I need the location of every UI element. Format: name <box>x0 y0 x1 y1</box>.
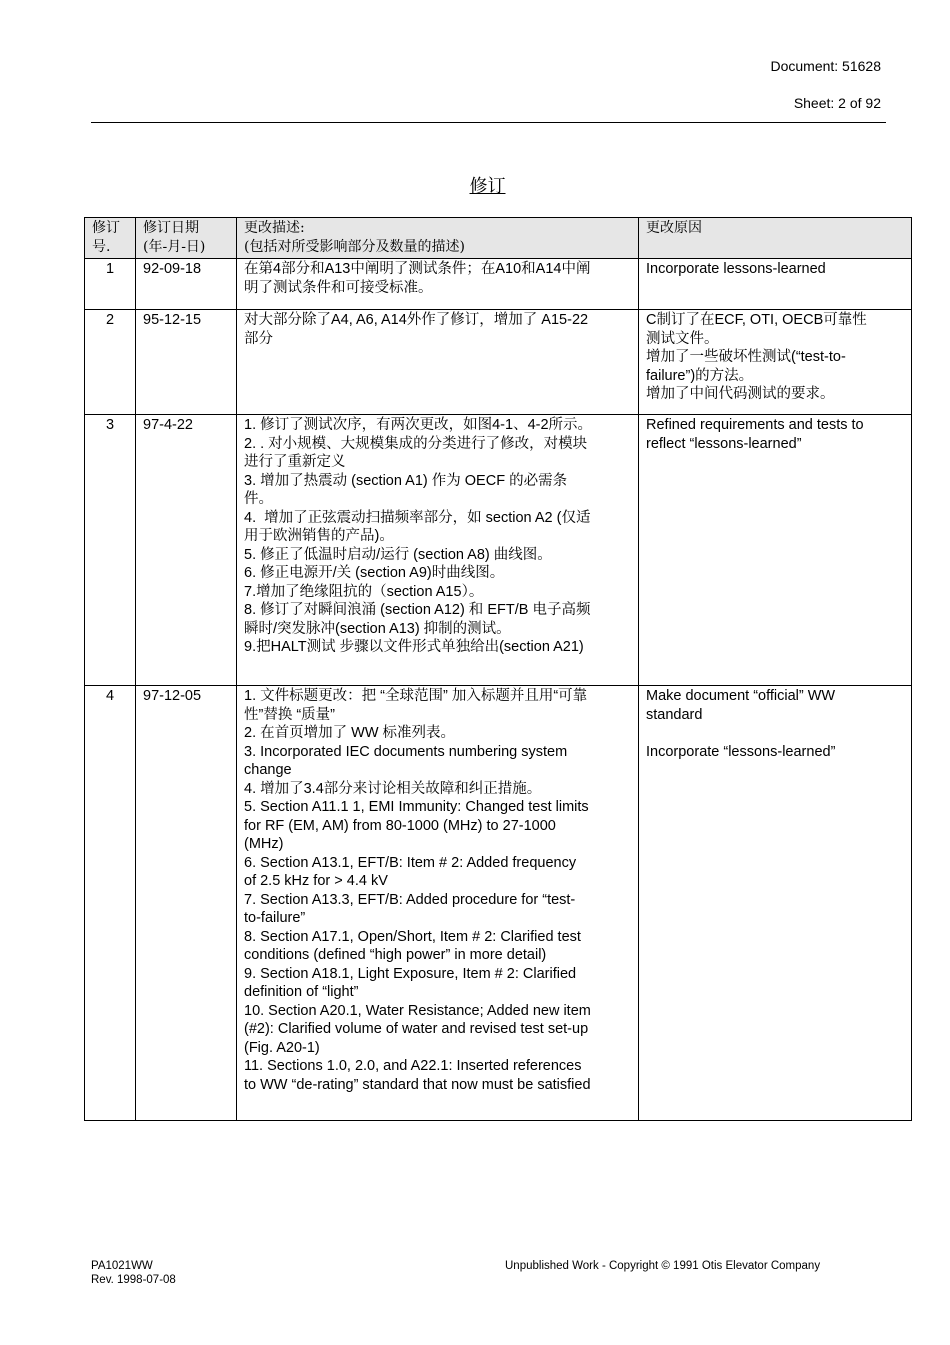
description-line: 5. 修正了低温时启动/运行 (section A8) 曲线图。 <box>244 546 552 563</box>
description-cell <box>237 310 639 415</box>
reason-line: reflect “lessons-learned” <box>646 435 802 452</box>
description-line: for RF (EM, AM) from 80-1000 (MHz) to 27-1000 <box>244 817 556 834</box>
reason-cell <box>639 415 912 686</box>
description-line: 4. 增加了正弦震动扫描频率部分，如 section A2 (仅适 <box>244 509 591 526</box>
description-line: 1. 文件标题更改：把 “全球范围” 加入标题并且用“可靠 <box>244 688 588 704</box>
table-row <box>85 686 912 1121</box>
description-line: 6. 修正电源开/关 (section A9)时曲线图。 <box>244 565 505 581</box>
header-description: 更改描述: (包括对所受影响部分及数量的描述) <box>237 218 639 259</box>
description-line: 在第4部分和A13中阐明了测试条件；在A10和A14中阐 <box>244 261 591 277</box>
reason-line: C制订了在ECF, OTI, OECB可靠性 <box>646 312 867 328</box>
footer-copyright: Unpublished Work - Copyright © 1991 Otis Elevator Company <box>505 1260 821 1272</box>
rev-number-cell: 3 <box>85 415 136 686</box>
sheet-number: Sheet: 2 of 92 <box>793 95 881 111</box>
reason-line: 测试文件。 <box>646 330 719 347</box>
description-line: 件。 <box>244 491 273 507</box>
table-row <box>85 415 912 686</box>
description-cell <box>237 686 639 1121</box>
header-reason: 更改原因 <box>639 218 912 259</box>
rev-date-cell: 95-12-15 <box>136 310 237 415</box>
reason-line: Incorporate lessons-learned <box>646 261 826 277</box>
table-body <box>85 259 912 1121</box>
description-line: 4. 增加了3.4部分来讨论相关故障和纠正措施。 <box>244 780 542 797</box>
description-line: 明了测试条件和可接受标准。 <box>244 279 433 296</box>
revision-table <box>84 217 912 1121</box>
description-line: 对大部分除了A4, A6, A14外作了修订，增加了 A15-22 <box>244 312 589 328</box>
description-line: 部分 <box>244 330 273 347</box>
rev-date-cell: 97-4-22 <box>136 415 237 686</box>
description-line: to WW “de-rating” standard that now must be satisfied <box>244 1076 591 1093</box>
description-line: 8. Section A17.1, Open/Short, Item # 2: Clarified test <box>244 928 581 945</box>
description-line: 性”替换 “质量” <box>244 706 336 723</box>
description-line: 10. Section A20.1, Water Resistance; Added new item <box>244 1002 591 1019</box>
description-line: 8. 修订了对瞬间浪涌 (section A12) 和 EFT/B 电子高频 <box>244 602 591 618</box>
footer-form-info <box>91 1259 176 1287</box>
description-line: 7. Section A13.3, EFT/B: Added procedure for “test- <box>244 891 576 908</box>
reason-cell <box>639 259 912 310</box>
description-line: definition of “light” <box>244 984 359 1000</box>
header-rev-date: 修订日期 (年-月-日) <box>136 218 237 259</box>
reason-line: Make document “official” WW <box>646 688 836 704</box>
reason-line: Incorporate “lessons-learned” <box>646 743 836 760</box>
document-number: Document: 51628 <box>770 58 881 74</box>
description-line: 7.增加了绝缘阻抗的（section A15）。 <box>244 583 484 600</box>
description-line: 5. Section A11.1 1, EMI Immunity: Changed test limits <box>244 799 589 815</box>
description-line: (MHz) <box>244 836 284 852</box>
reason-line: standard <box>646 706 703 723</box>
description-line: change <box>244 762 292 778</box>
rev-number-cell: 4 <box>85 686 136 1121</box>
header-divider <box>91 122 886 123</box>
description-line: 用于欧洲销售的产品)。 <box>244 528 394 544</box>
page-title: 修订 <box>469 176 506 197</box>
rev-date-cell: 92-09-18 <box>136 259 237 310</box>
footer-form-revision: Rev. 1998-07-08 <box>91 1274 176 1286</box>
reason-line <box>646 724 907 743</box>
description-line: 2. . 对小规模、大规模集成的分类进行了修改，对模块 <box>244 435 588 452</box>
description-line: 9.把HALT测试 步骤以文件形式单独给出(section A21) <box>244 639 584 655</box>
description-line: to-failure” <box>244 910 306 926</box>
rev-date-cell: 97-12-05 <box>136 686 237 1121</box>
description-line: 1. 修订了测试次序，有两次更改，如图4-1、4-2所示。 <box>244 417 593 433</box>
footer-form-number: PA1021WW <box>91 1260 153 1272</box>
reason-cell <box>639 686 912 1121</box>
reason-cell <box>639 310 912 415</box>
description-cell <box>237 259 639 310</box>
description-line: 11. Sections 1.0, 2.0, and A22.1: Inserted references <box>244 1058 582 1074</box>
reason-line: 增加了中间代码测试的要求。 <box>646 386 835 402</box>
description-line: (#2): Clarified volume of water and revised test set-up <box>244 1021 589 1037</box>
description-line: 3. 增加了热震动 (section A1) 作为 OECF 的必需条 <box>244 472 568 489</box>
header-rev-no: 修订 号. <box>85 218 136 259</box>
table-row <box>85 310 912 415</box>
description-line: (Fig. A20-1) <box>244 1039 320 1056</box>
table-header-row <box>85 218 912 259</box>
rev-number-cell: 1 <box>85 259 136 310</box>
reason-line: failure”)的方法。 <box>646 367 754 384</box>
rev-number-cell: 2 <box>85 310 136 415</box>
description-line: 3. Incorporated IEC documents numbering system <box>244 743 568 760</box>
table-row <box>85 259 912 310</box>
description-line: of 2.5 kHz for > 4.4 kV <box>244 873 388 889</box>
reason-line: 增加了一些破坏性测试(“test-to- <box>646 349 846 365</box>
description-line: 2. 在首页增加了 WW 标准列表。 <box>244 725 456 741</box>
description-line: conditions (defined “high power” in more detail) <box>244 947 547 963</box>
description-line: 9. Section A18.1, Light Exposure, Item # 2: Clarified <box>244 965 577 982</box>
description-line: 瞬时/突发脉冲(section A13) 抑制的测试。 <box>244 620 511 637</box>
reason-line: Refined requirements and tests to <box>646 417 864 433</box>
description-cell <box>237 415 639 686</box>
description-line: 进行了重新定义 <box>244 454 346 470</box>
description-line: 6. Section A13.1, EFT/B: Item # 2: Added frequency <box>244 854 577 871</box>
